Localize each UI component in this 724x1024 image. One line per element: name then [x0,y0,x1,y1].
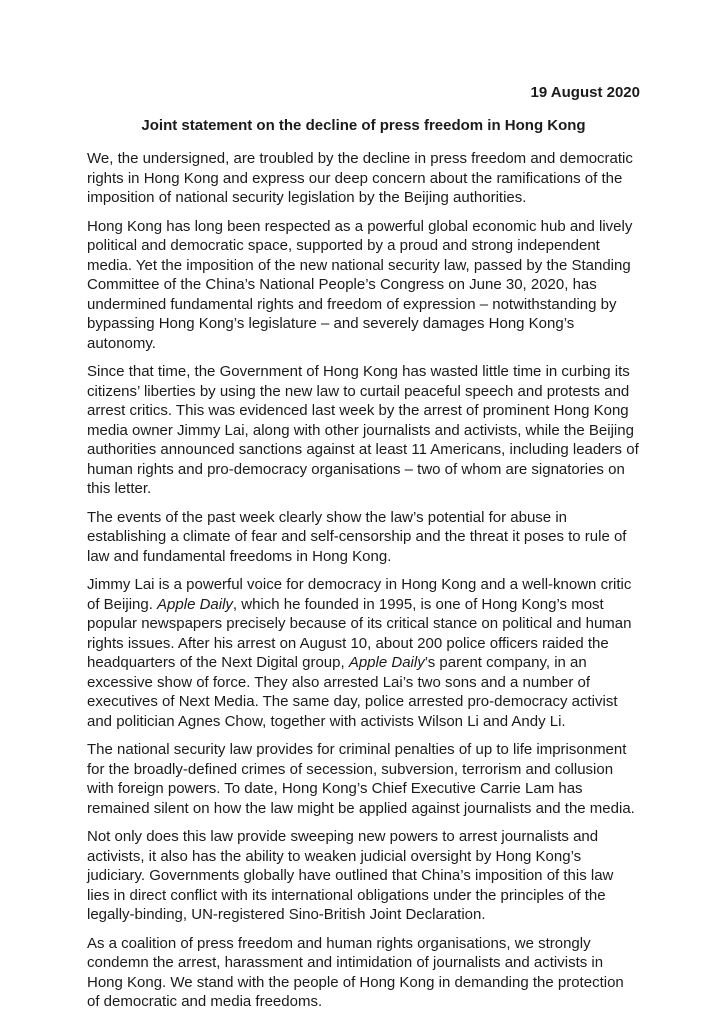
document-title: Joint statement on the decline of press freedom in Hong Kong [141,116,586,134]
document-date: 19 August 2020 [530,84,640,101]
paragraph [87,827,640,925]
text-run: The events of the past week clearly show the law’s potential for abuse in establishing a climate of fear and self-censorship and the threat it poses to rule of law and fundamental freedoms in Hong Kong. [87,508,627,565]
text-run: Not only does this law provide sweeping new powers to arrest journalists and activists, it also has the ability to weaken judicial oversight by Hong Kong’s judiciary. Governments globally have outlined that China’s imposition of this law lies in direct conflict with its international obligations under the principles of the legally-binding, UN-registered Sino-British Joint Declaration. [87,828,614,923]
text-run: As a coalition of press freedom and human rights organisations, we strongly condemn the arrest, harassment and intimidation of journalists and activists in Hong Kong. We stand with the people of Hong Kong in demanding the protection of democratic and media freedoms. [87,934,624,1010]
text-run: , which he founded in 1995, is one of Hong Kong’s most popular newspapers precisely because of its critical stance on political and human rights issues. After his arrest on August 10, about 200 police officers raided the headquarters of the Next Digital group, [87,595,632,671]
paragraph [87,740,640,818]
text-run: The national security law provides for criminal penalties of up to life imprisonment for the broadly-defined crimes of secession, subversion, terrorism and collusion with foreign powers. To date, Hong Kong’s Chief Executive Carrie Lam has remained silent on how the law might be applied against journalists and the media. [87,741,635,817]
paragraph [87,149,640,208]
text-run: We, the undersigned, are troubled by the decline in press freedom and democratic rights in Hong Kong and express our deep concern about the ramifications of the imposition of national security legislation by the Beijing authorities. [87,150,633,206]
paragraph [87,934,640,1012]
document-body [87,149,640,1012]
text-run: Hong Kong has long been respected as a powerful global economic hub and lively political and democratic space, supported by a proud and strong independent media. Yet the imposition of the new national security law, passed by the Standing Committee of the China’s National People’s Congress on June 30, 2020, has undermined fundamental rights and freedom of expression – notwithstanding by bypassing Hong Kong’s legislature – and severely damages Hong Kong’s autonomy. [87,217,633,352]
paragraph [87,362,640,499]
paragraph [87,575,640,731]
paragraph [87,508,640,567]
italic-run: Apple Daily [348,654,425,671]
text-run: Since that time, the Government of Hong Kong has wasted little time in curbing its citizens’ liberties by using the new law to curtail peaceful speech and protests and arrest critics. This was evidenced last week by the arrest of prominent Hong Kong media owner Jimmy Lai, along with other journalists and activists, while the Beijing authorities announced sanctions against at least 11 Americans, including leaders of human rights and pro-democracy organisations – two of whom are signatories on this letter. [87,363,639,497]
italic-run: Apple Daily [157,595,233,613]
document-content [87,83,640,1021]
text-run: ’s parent company, in an excessive show of force. They also arrested Lai’s two sons and a number of executives of Next Media. The same day, police arrested pro-democracy activist and politician Agnes Chow, together with activists Wilson Li and Andy Li. [87,654,618,730]
text-run: Jimmy Lai is a powerful voice for democracy in Hong Kong and a well-known critic of Beijing. [87,576,632,613]
paragraph [87,217,640,354]
